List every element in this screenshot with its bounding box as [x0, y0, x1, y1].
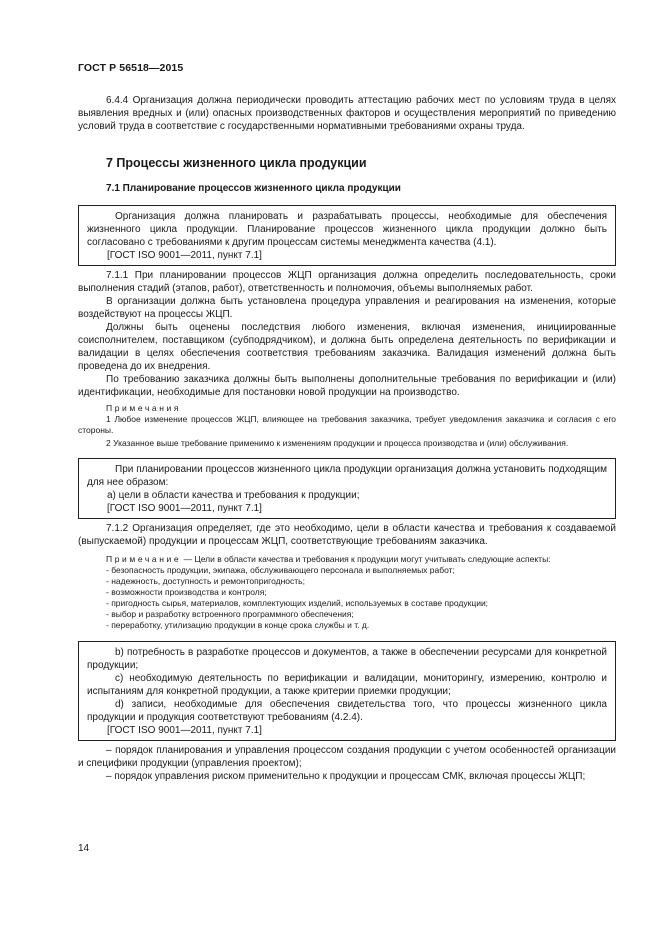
- quote-box-3: [78, 641, 616, 741]
- list-item: - безопасность продукции, экипажа, обслуживающего персонала и выполняемых работ;: [106, 565, 455, 575]
- quote-box-3-ref: [ГОСТ ISO 9001—2011, пункт 7.1]: [107, 725, 262, 736]
- quote-box-1: [78, 205, 616, 266]
- quote-box-3-item-b: b) потребность в разработке процессов и документов, а также в обеспечении ресурсами для конкретной продукции;: [87, 647, 607, 671]
- quote-box-3-item-d: d) записи, необходимые для обеспечения свидетельства того, что процессы жизненного цикла продукции и продукция соответствуют требованиям (4.2.4).: [87, 699, 607, 723]
- paragraph-7-1-1-d: По требованию заказчика должны быть выполнены дополнительные требования по верификации и (или) идентификации, необходимые для постановки новой продукции на производство.: [78, 374, 616, 398]
- quote-box-2-item-a: a) цели в области качества и требования к продукции;: [107, 490, 360, 501]
- note-1: 1 Любое изменение процессов ЖЦП, влияющее на требования заказчика, требует уведомления заказчика и согласия с его стороны.: [78, 414, 616, 435]
- paragraph-7-1-1-b: В организации должна быть установлена процедура управления и реагирования на изменения, которые воздействуют на процессы ЖЦП.: [78, 296, 616, 320]
- note2-list: [78, 565, 616, 631]
- list-item: - пригодность сырья, материалов, комплектующих изделий, используемых в составе продукции;: [106, 598, 489, 608]
- section-7-1-title: 7.1 Планирование процессов жизненного цикла продукции: [106, 183, 401, 194]
- note-2: 2 Указанное выше требование применимо к изменениям продукции и процесса производства и (или) обслуживания.: [106, 438, 569, 448]
- section-7-title: 7 Процессы жизненного цикла продукции: [106, 156, 367, 170]
- page-number: 14: [78, 843, 90, 854]
- paragraph-7-1-1-c: Должны быть оценены последствия любого изменения, включая изменения, инициированные соисполнителем, поставщиком (субподрядчиком), и должна быть определена деятельность по верификации и валидации в целях обеспечения соответствия требованиям заказчика. Валидация изменений должна быть проведена до их внедрения.: [78, 322, 616, 372]
- paragraph-6-4-4: 6.4.4 Организация должна периодически проводить аттестацию рабочих мест по условиям труда в целях выявления вредных и (или) опасных производственных факторов и осуществления мероприятий по приведению условий труда в соответствие с государственными нормативными требованиями охраны труда.: [78, 95, 616, 132]
- paragraph-7-1-1: 7.1.1 При планировании процессов ЖЦП организация должна определить последовательность, сроки выполнения стадий (этапов, работ), ответственность и полномочия, объемы выполняемых работ.: [78, 270, 616, 294]
- notes-heading: Примечания: [106, 403, 182, 413]
- note2-heading: Примечание: [106, 554, 182, 564]
- tail-item-1: – порядок планирования и управления процессом создания продукции с учетом особенностей организации и специфики продукции (управления проектом);: [78, 745, 616, 769]
- quote-box-1-text: Организация должна планировать и разрабатывать процессы, необходимые для обеспечения жизненного цикла продукции. Планирование процессов жизненного цикла продукции должно быть согласовано с требованиями к другим процессам системы менеджмента качества (4.1).: [87, 211, 607, 248]
- notes-block-2: [78, 554, 616, 631]
- page-content: [78, 94, 616, 783]
- list-item: - возможности производства и контроля;: [106, 587, 267, 597]
- quote-box-1-ref: [ГОСТ ISO 9001—2011, пункт 7.1]: [107, 250, 262, 261]
- quote-box-2: [78, 458, 616, 519]
- list-item: - надежность, доступность и ремонтопригодность;: [106, 576, 305, 586]
- notes-block-1: [78, 403, 616, 449]
- list-item: - переработку, утилизацию продукции в конце срока службы и т. д.: [106, 620, 370, 630]
- quote-box-2-ref: [ГОСТ ISO 9001—2011, пункт 7.1]: [107, 503, 262, 514]
- list-item: - выбор и разработку встроенного программного обеспечения;: [106, 609, 354, 619]
- quote-box-2-text: При планировании процессов жизненного цикла продукции организация должна установить подходящим для нее образом:: [87, 464, 607, 488]
- paragraph-7-1-2: 7.1.2 Организация определяет, где это необходимо, цели в области качества и требования к создаваемой (выпускаемой) продукции и процессам ЖЦП, соответствующие требованиям заказчика.: [78, 523, 616, 547]
- document-header: ГОСТ Р 56518—2015: [78, 62, 184, 74]
- tail-item-2: – порядок управления риском применительно к продукции и процессам СМК, включая процессы ЖЦП;: [106, 771, 586, 782]
- quote-box-3-item-c: c) необходимую деятельность по верификации и валидации, мониторингу, измерению, контролю и испытаниям для конкретной продукции, а также критерии приемки продукции;: [87, 673, 607, 697]
- note2-intro: — Цели в области качества и требования к продукции могут учитывать следующие аспекты:: [183, 554, 551, 564]
